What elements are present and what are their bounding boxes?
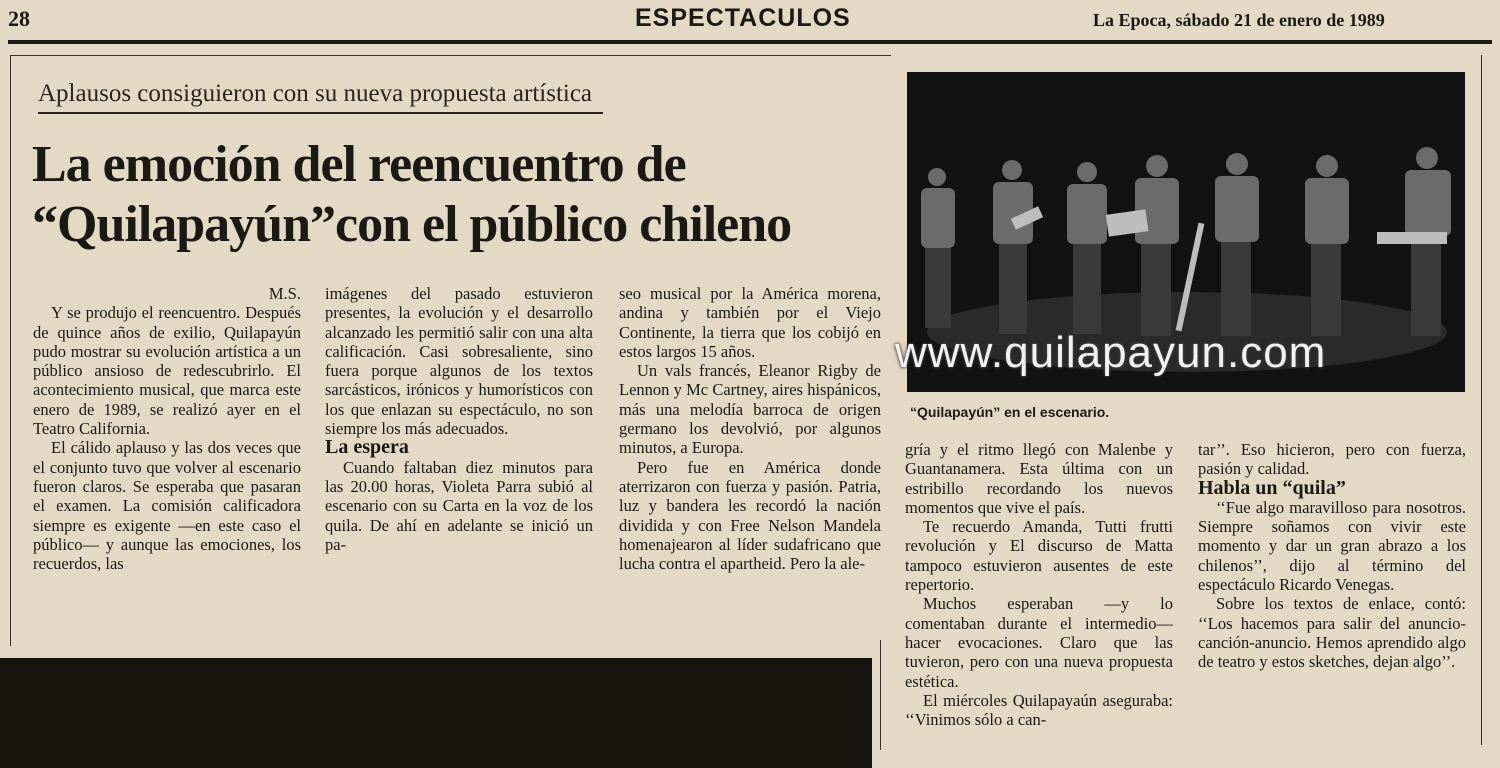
header-rule [8,40,1492,44]
paragraph: Y se produjo el reencuentro. Después de quince años de exilio, Quilapayún pudo mostrar su evolución artística a un público ansioso de redescubrirlo. El acontecimiento musical, que marca este enero de 1989, se realizó ayer en el Teatro California. [33,303,301,439]
paragraph: El miércoles Quilapayaún aseguraba: ‘‘Vinimos sólo a can- [905,690,1173,730]
subhead: La espera [325,436,409,459]
paragraph: Sobre los textos de enlace, contó: ‘‘Los hacemos para salir del anuncio-canción-anuncio. Hemos aprendido algo de teatro y estos sketches, dejan algo’’. [1198,594,1466,672]
article-column-1 [33,284,301,573]
photo-caption: “Quilapayún” en el escenario. [910,404,1110,420]
byline: M.S. [268,284,301,303]
watermark: www.quilapayun.com [895,328,1327,377]
paragraph: Cuando faltaban diez minutos para las 20.00 horas, Violeta Parra subió al escenario con su Carta en la voz de los quila. De ahí en adelante se inició un pa- [325,457,593,554]
paragraph: gría y el ritmo llegó con Malenbe y Guantanamera. Esta última con un estribillo recordando los nuevos momentos que vive el país. [905,440,1173,517]
kicker: Aplausos consiguieron con su nueva propuesta artística [38,80,593,107]
subhead: Habla un “quila” [1198,476,1346,499]
article-column-3 [619,284,881,573]
headline: La emoción del reencuentro de [32,136,686,193]
paragraph: Un vals francés, Eleanor Rigby de Lennon y Mc Cartney, aires hispánicos, más una melodía barroca de origen germano los devolvió, por algunos minutos, a Europa. [619,361,881,458]
background-shadow [0,658,872,768]
article-column-4 [905,440,1173,729]
dateline: La Epoca, sábado 21 de enero de 1989 [1093,10,1385,30]
page-number: 28 [8,6,30,31]
paragraph: seo musical por la América morena, andina y también por el Viejo Continente, la tierra que los cobijó en estos largos 15 años. [619,284,881,361]
article-column-2 [325,284,593,554]
frame-edge [880,640,881,750]
paragraph: Pero fue en América donde aterrizaron con fuerza y pasión. Patria, luz y bandera les recordó la nación dividida y con Free Nelson Mandela homenajearon al líder sudafricano que lucha contra el apartheid. Pero la ale- [619,457,881,574]
paragraph: imágenes del pasado estuvieron presentes, la evolución y el desarrollo alcanzado les permitió salir con una alta calificación. Casi sobresaliente, sino fuera porque algunos de los textos sarcásticos, irónicos y humorísticos con los que enlazan su espectáculo, no son siempre los más adecuados. [325,284,593,439]
article-column-5 [1198,440,1466,672]
paragraph: tar’’. Eso hicieron, pero con fuerza, pasión y calidad. [1198,440,1466,479]
paragraph: Muchos esperaban —y lo comentaban durante el intermedio— hacer evocaciones. Claro que las tuvieron, pero con una nueva propuesta estética. [905,594,1173,691]
paragraph: El cálido aplauso y las dos veces que el conjunto tuvo que volver al escenario fueron claros. Se esperaba que pasaran el examen. La comisión calificadora siempre es exigente —en este caso el público— y aunque las emociones, los recuerdos, las [33,438,301,574]
kicker-rule [38,112,603,114]
paragraph: ‘‘Fue algo maravilloso para nosotros. Siempre soñamos con vivir este momento y dar un gran abrazo a los chilenos’’, dijo al término del espectáculo Ricardo Venegas. [1198,497,1466,595]
headline: “Quilapayún”con el público chileno [32,196,792,253]
paragraph: Te recuerdo Amanda, Tutti frutti revolución y El discurso de Matta tampoco estuvieron ausentes de este repertorio. [905,517,1173,595]
section-title: ESPECTACULOS [635,4,851,32]
frame-edge [1481,55,1482,745]
